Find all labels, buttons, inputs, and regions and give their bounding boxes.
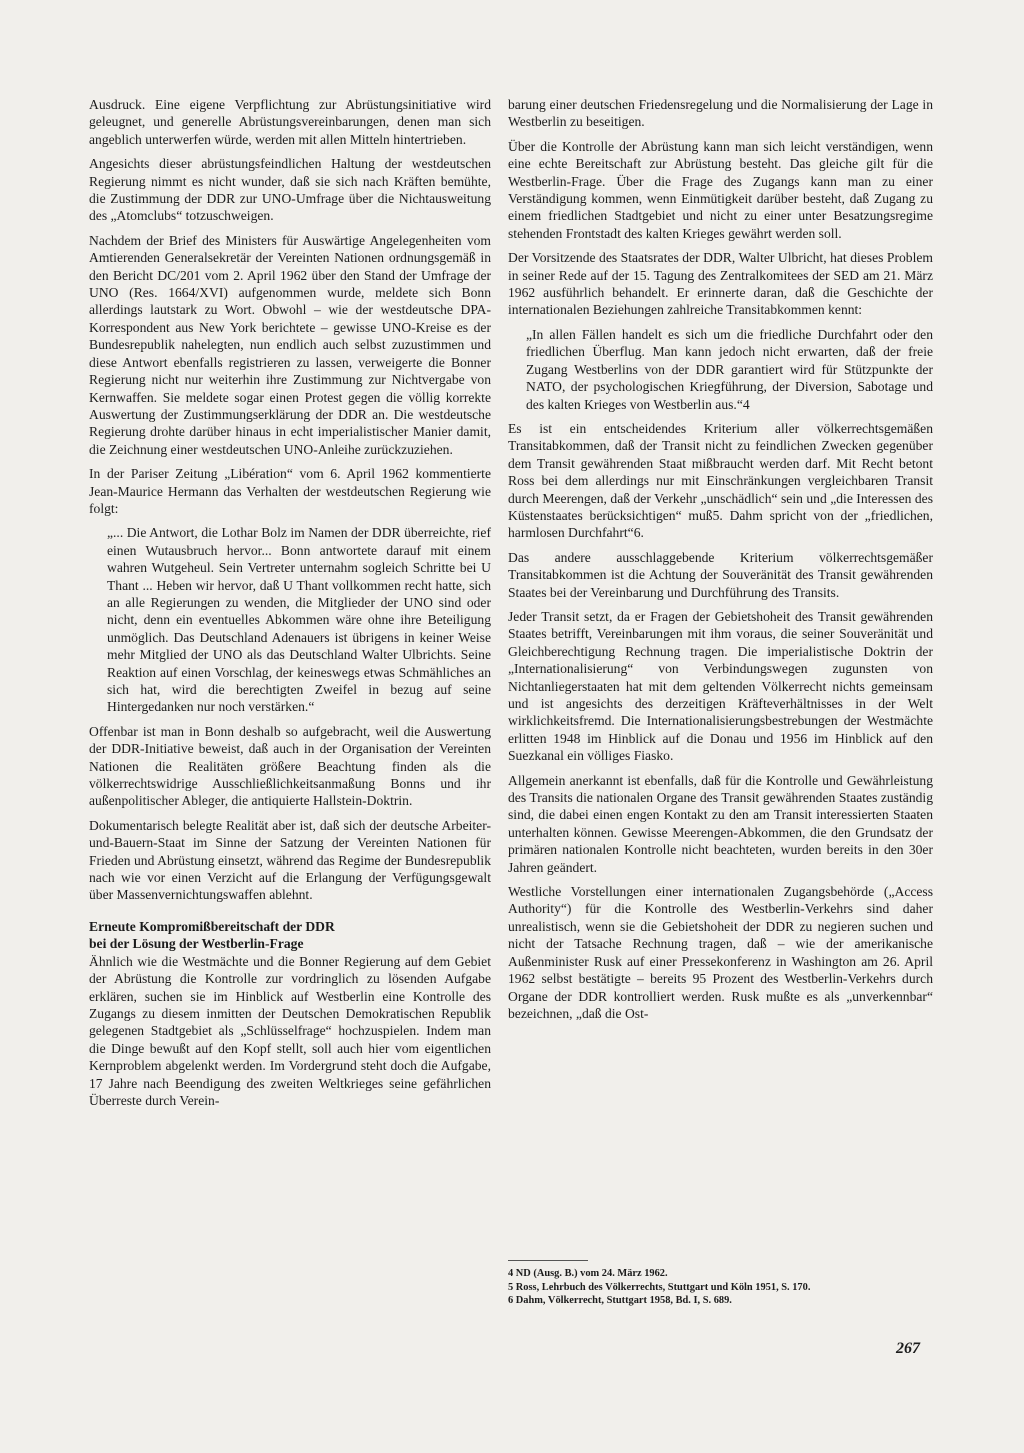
paragraph: Es ist ein entscheidendes Kriterium aller völkerrechtsgemäßen Transitabkommen, daß der Transit nicht zu feindlichen Zwecken gegenüber dem Transit gewährenden Staat mißbraucht werden darf. Mit Recht betont Ross bei dem allerdings nur mit Einschränkungen vergleichbaren Transit durch Meerengen, daß der Verkehr „unschädlich“ sein und „die Interessen des Küstenstaates berücksichtigen“ muß5. Dahm spricht von der „friedlichen, harmlosen Durchfahrt“6. <box>508 420 933 541</box>
paragraph: Jeder Transit setzt, da er Fragen der Gebietshoheit des Transit gewährenden Staates betrifft, Vereinbarungen mit ihm voraus, die seiner Souveränität und Gleichberechtigung Rechnung tragen. Die imperialistische Doktrin der „Internationalisierung“ von Verbindungswegen zugunsten von Nichtanliegerstaaten hat mit dem geltenden Völkerrecht nichts gemeinsam und ist angesichts des derzeitigen Kräfteverhältnisses in der Welt wirklichkeitsfremd. Die Internationalisierungsbestrebungen der Westmächte erlitten 1948 im Hinblick auf die Donau und 1956 im Hinblick auf den Suezkanal ein völliges Fiasko. <box>508 608 933 764</box>
paragraph: Nachdem der Brief des Ministers für Auswärtige Angelegenheiten vom Amtierenden Generalsekretär der Vereinten Nationen ordnungsgemäß in den Bericht DC/201 vom 2. April 1962 über den Stand der Umfrage der UNO (Res. 1664/XVI) aufgenommen wurde, meldete sich Bonn allerdings lautstark zu Wort. Obwohl – wie der westdeutsche DPA-Korrespondent aus New York berichtete – gewisse UNO-Kreise es der Bundesrepublik nahelegten, nun endlich auch selbst zuzustimmen und diese Antwort ebenfalls registrieren zu lassen, verweigerte die Bonner Regierung nicht nur weiterhin ihre Zustimmung zur Nichtvergabe von Kernwaffen. Sie meldete sogar einen Protest gegen die völlig korrekte Auswertung der Zustimmungserklärung der DDR an. Die westdeutsche Regierung drohte darüber hinaus in echt imperialistischer Manier damit, die Zeichnung einer westdeutschen UNO-Anleihe zurückzuziehen. <box>89 232 491 457</box>
block-quote: „In allen Fällen handelt es sich um die friedliche Durchfahrt oder den friedlichen Überflug. Man kann jedoch nicht erwarten, daß der freie Zugang Westberlins von der DDR garantiert wird für Stützpunkte der NATO, der psychologischen Kriegführung, der Diversion, Sabotage und des kalten Krieges von Westberlin aus.“4 <box>526 326 933 412</box>
right-column <box>508 96 933 1029</box>
paragraph: Das andere ausschlaggebende Kriterium völkerrechtsgemäßer Transitabkommen ist die Achtung der Souveränität des Transit gewährenden Staates bei der Vereinbarung und Durchführung des Transits. <box>508 549 933 600</box>
paragraph: Dokumentarisch belegte Realität aber ist, daß sich der deutsche Arbeiter-und-Bauern-Staat im Sinne der Satzung der Vereinten Nationen für Frieden und Abrüstung einsetzt, während das Regime der Bundesrepublik nach wie vor einen Verzicht auf die Erlangung der Verfügungsgewalt über Massenvernichtungswaffen ablehnt. <box>89 817 491 903</box>
paragraph: Offenbar ist man in Bonn deshalb so aufgebracht, weil die Auswertung der DDR-Initiative beweist, daß auch in der Organisation der Vereinten Nationen die Realitäten größere Beachtung finden als die völkerrechtswidrige Ausschließlichkeitsanmaßung Bonns und ihr außenpolitischer Ableger, die antiquierte Hallstein-Doktrin. <box>89 723 491 809</box>
section-heading <box>89 918 491 953</box>
left-column <box>89 96 491 1116</box>
section-heading-line: Erneute Kompromißbereitschaft der DDR <box>89 918 335 934</box>
paragraph: Ähnlich wie die Westmächte und die Bonner Regierung auf dem Gebiet der Abrüstung die Kontrolle zur vordringlich zu lösenden Aufgabe erklären, suchen sie im Hinblick auf Westberlin eine Kontrolle des Zugangs zu diesem inmitten der Deutschen Demokratischen Republik gelegenen Stadtgebiet als „Schlüsselfrage“ hochzuspielen. Indem man die Dinge bewußt auf den Kopf stellt, soll auch hier vom eigentlichen Kernproblem abgelenkt werden. Im Vordergrund steht doch die Aufgabe, 17 Jahre nach Beendigung des zweiten Weltkrieges seine gefährlichen Überreste durch Verein- <box>89 953 491 1108</box>
footnote-divider <box>508 1260 588 1261</box>
paragraph: Über die Kontrolle der Abrüstung kann man sich leicht verständigen, wenn eine echte Bereitschaft zur Abrüstung besteht. Das gleiche gilt für die Westberlin-Frage. Über die Frage des Zugangs kann man zu einer Verständigung kommen, wenn Einmütigkeit darüber besteht, daß Zugang zu einem friedlichen Stadtgebiet und nicht zu einer unter Besatzungsregime stehenden Frontstadt des kalten Krieges gewährt werden soll. <box>508 138 933 241</box>
paragraph: Ausdruck. Eine eigene Verpflichtung zur Abrüstungsinitiative wird geleugnet, und generelle Abrüstungsvereinbarungen, denen man sich angeblich unterwerfen würde, werden mit allen Mitteln hintertrieben. <box>89 97 491 147</box>
block-quote: „... Die Antwort, die Lothar Bolz im Namen der DDR überreichte, rief einen Wutausbruch hervor... Bonn antwortete darauf mit einem wahren Wutgeheul. Sein Vertreter unternahm sogleich Schritte bei U Thant ... Heben wir hervor, daß U Thant vollkommen recht hatte, sich an alle Regierungen zu wenden, die Mitglieder der UNO sind oder nicht, denn ein eventuelles Abkommen wäre ohne ihre Beteiligung unmöglich. Das Deutschland Adenauers ist übrigens in keiner Weise mehr Mitglied der UNO als das Deutschland Walter Ulbrichts. Seine Reaktion auf einen Vorschlag, der keineswegs etwas Schmähliches an sich hat, wird die berechtigten Zweifel in bezug auf seine Hintergedanken nur noch verstärken.“ <box>107 525 491 715</box>
footnote: 5 Ross, Lehrbuch des Völkerrechts, Stuttgart und Köln 1951, S. 170. <box>508 1281 811 1293</box>
paragraph: Angesichts dieser abrüstungsfeindlichen Haltung der westdeutschen Regierung nimmt es nicht wunder, daß sie sich nach Kräften bemühte, die Zustimmung der DDR zur UNO-Umfrage über die Nichtausweitung des „Atomclubs“ totzuschweigen. <box>89 156 491 224</box>
paragraph: Westliche Vorstellungen einer internationalen Zugangsbehörde („Access Authority“) für die Kontrolle des Westberlin-Verkehrs sind daher unrealistisch, wenn sie die Gebietshoheit der DDR zu negieren suchen und nicht der Tatsache Rechnung tragen, daß – wie der amerikanische Außenminister Rusk auf einer Pressekonferenz in Washington am 26. April 1962 selbst bestätigte – bereits 95 Prozent des Westberlin-Verkehrs durch Organe der DDR kontrolliert werden. Rusk mußte es als „unverkennbar“ bezeichnen, „daß die Ost- <box>508 884 933 1021</box>
footnote: 4 ND (Ausg. B.) vom 24. März 1962. <box>508 1268 668 1279</box>
page-number: 267 <box>896 1340 920 1357</box>
section-heading-line: bei der Lösung der Westberlin-Frage <box>89 936 304 952</box>
paragraph: Der Vorsitzende des Staatsrates der DDR, Walter Ulbricht, hat dieses Problem in seiner Rede auf der 15. Tagung des Zentralkomitees der SED am 21. März 1962 ausführlich behandelt. Er erinnerte daran, daß die Geschichte der internationalen Beziehungen zahlreiche Transitabkommen kennt: <box>508 250 933 318</box>
paragraph: barung einer deutschen Friedensregelung und die Normalisierung der Lage in Westberlin zu beseitigen. <box>508 97 933 130</box>
footnote: 6 Dahm, Völkerrecht, Stuttgart 1958, Bd. I, S. 689. <box>508 1295 732 1307</box>
paragraph: Allgemein anerkannt ist ebenfalls, daß für die Kontrolle und Gewährleistung des Transits die nationalen Organe des Transit gewährenden Staates zuständig sind, die dabei einen engen Kontakt zu den am Transit interessierten Staaten unterhalten können. Gewisse Meerengen-Abkommen, die den Grundsatz der primären nationalen Kontrolle nicht beachteten, wurden bereits in den 30er Jahren geändert. <box>508 772 933 875</box>
footnotes <box>508 1268 933 1309</box>
paragraph: In der Pariser Zeitung „Libération“ vom 6. April 1962 kommentierte Jean-Maurice Hermann das Verhalten der westdeutschen Regierung wie folgt: <box>89 466 491 516</box>
